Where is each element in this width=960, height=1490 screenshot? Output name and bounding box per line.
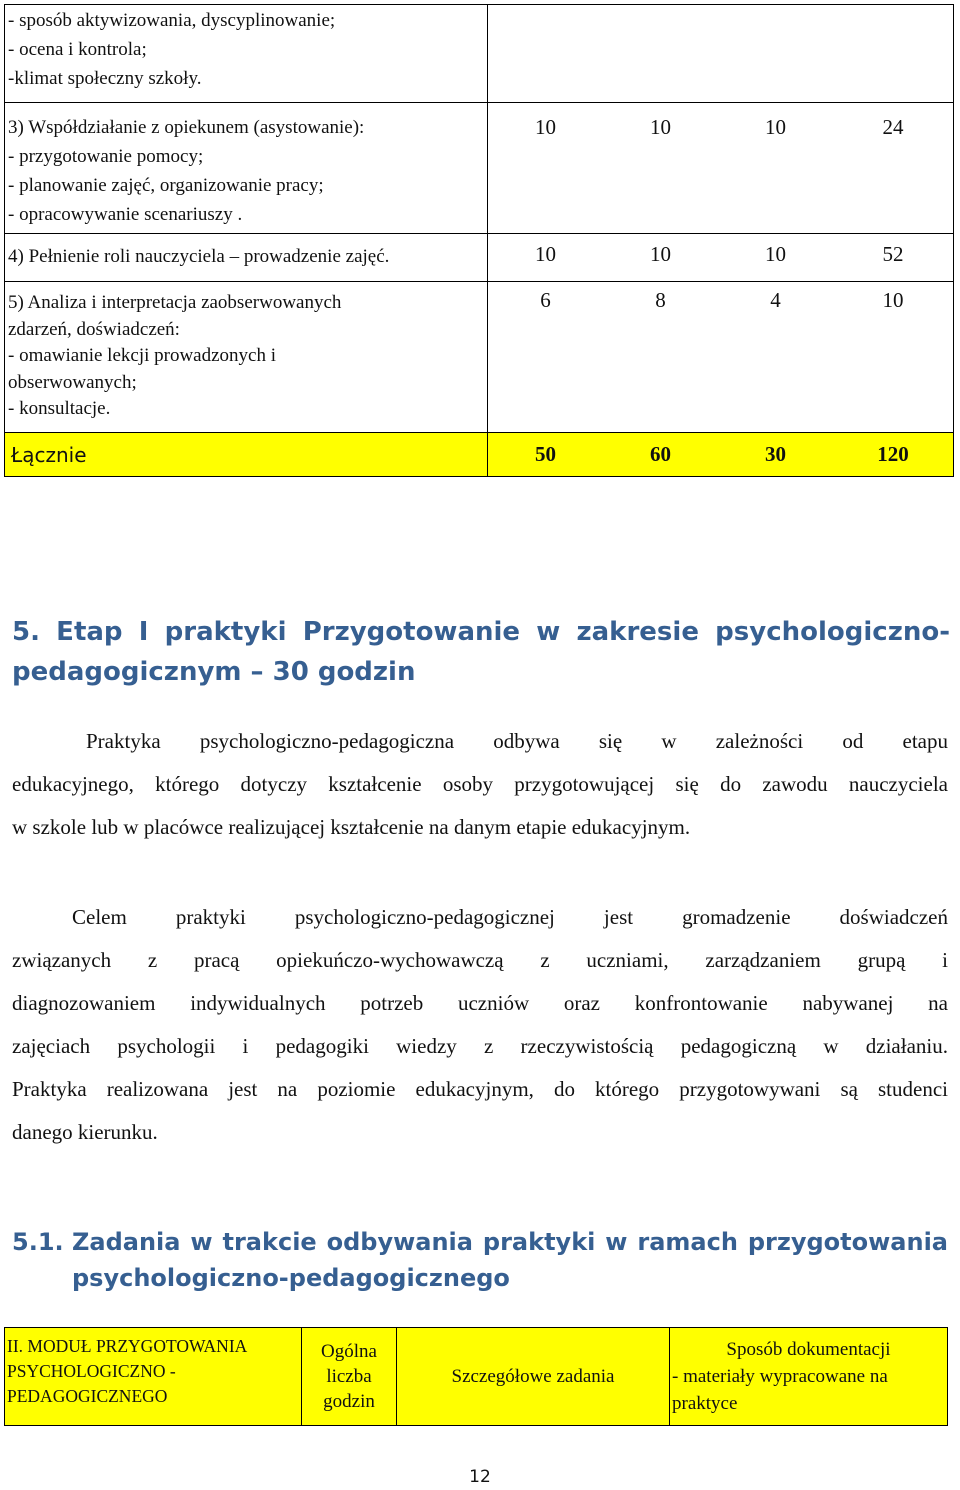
row-text-line: - konsultacje.: [8, 398, 111, 419]
value-cell: 24: [882, 115, 904, 139]
value-cell: 10: [535, 242, 556, 266]
module-name-cell: [5, 1328, 302, 1426]
row-values: [488, 282, 954, 433]
table-row: [5, 5, 954, 103]
table-row: [5, 103, 954, 234]
row-text-line: - omawianie lekcji prowadzonych i: [8, 345, 277, 366]
row-text-line: - sposób aktywizowania, dyscyplinowanie;: [8, 10, 336, 31]
subsection-heading-line: psychologiczno-pedagogicznego: [72, 1264, 510, 1292]
value-cell: 8: [655, 288, 666, 312]
row-values: [488, 234, 954, 282]
total-label: Łącznie: [5, 433, 488, 477]
total-value-cell: 50: [535, 442, 556, 466]
cell-line: PSYCHOLOGICZNO -: [7, 1361, 176, 1381]
section-heading-line: pedagogicznym – 30 godzin: [12, 657, 416, 687]
total-row: [5, 433, 954, 477]
subsection-number: 5.1.: [12, 1228, 64, 1256]
cell-line: Sposób dokumentacji: [726, 1339, 891, 1360]
row-values: [488, 103, 954, 234]
value-cell: 6: [540, 288, 551, 312]
total-value-cell: 120: [877, 442, 909, 466]
total-value-cell: 60: [650, 442, 671, 466]
row-description: [5, 103, 488, 234]
paragraph-line: związanych z pracą opiekuńczo-wychowawczą z uczniami, zarządzaniem grupą i: [12, 948, 948, 972]
cell-line: godzin: [323, 1391, 375, 1412]
paragraph-line: Praktyka psychologiczno-pedagogiczna odbywa się w zależności od etapu: [86, 729, 948, 753]
hours-table: [4, 4, 954, 477]
row-description: [5, 5, 488, 103]
subsection-heading-line: Zadania w trakcie odbywania praktyki w ramach przygotowania: [72, 1228, 948, 1256]
cell-line: PEDAGOGICZNEGO: [7, 1386, 168, 1406]
paragraph-line: danego kierunku.: [12, 1120, 158, 1144]
row-text-line: 3) Współdziałanie z opiekunem (asystowanie):: [8, 117, 365, 138]
row-values: [488, 5, 954, 103]
page-number: 12: [469, 1467, 491, 1487]
row-text-line: -klimat społeczny szkoły.: [8, 68, 202, 89]
paragraph-line: zajęciach psychologii i pedagogiki wiedzy z rzeczywistością pedagogiczną w działaniu.: [12, 1034, 948, 1058]
cell-line: Ogólna: [321, 1341, 377, 1362]
paragraph-line: w szkole lub w placówce realizującej kształcenie na danym etapie edukacyjnym.: [12, 815, 691, 839]
row-text-line: - planowanie zajęć, organizowanie pracy;: [8, 175, 324, 196]
value-cell: 10: [882, 288, 904, 312]
value-cell: 10: [765, 115, 786, 139]
cell-line: II. MODUŁ PRZYGOTOWANIA: [7, 1336, 248, 1356]
row-text-line: - opracowywanie scenariuszy .: [8, 204, 243, 225]
section-heading-line: 5. Etap I praktyki Przygotowanie w zakresie psychologiczno-: [12, 617, 950, 647]
value-cell: 10: [650, 115, 671, 139]
value-cell: 4: [770, 288, 781, 312]
subsection-heading: [12, 1224, 948, 1296]
row-text-line: - ocena i kontrola;: [8, 39, 147, 60]
paragraph-line: diagnozowaniem indywidualnych potrzeb uczniów oraz konfrontowanie nabywanej na: [12, 991, 948, 1015]
value-cell: 52: [882, 242, 904, 266]
paragraph-line: Celem praktyki psychologiczno-pedagogicznej jest gromadzenie doświadczeń: [72, 905, 948, 929]
table-row: [5, 234, 954, 282]
total-value-cell: 30: [765, 442, 786, 466]
paragraph: [12, 896, 948, 1154]
section-heading: [12, 612, 950, 692]
table-row: [5, 282, 954, 433]
row-text-line: - przygotowanie pomocy;: [8, 146, 204, 167]
module-table: [4, 1327, 948, 1426]
tasks-header-cell: Szczegółowe zadania: [397, 1328, 670, 1426]
paragraph-line: edukacyjnego, którego dotyczy kształcenie osoby przygotowującej się do zawodu nauczyciela: [12, 772, 948, 796]
row-description: [5, 282, 488, 433]
table-header-row: [5, 1328, 948, 1426]
total-values: [488, 433, 954, 477]
value-cell: 10: [650, 242, 671, 266]
value-cell: 10: [535, 115, 556, 139]
paragraph: [12, 720, 948, 849]
cell-line: liczba: [326, 1366, 372, 1387]
cell-line: - materiały wypracowane na: [672, 1366, 888, 1387]
row-text-line: zdarzeń, doświadczeń:: [8, 318, 180, 340]
value-cell: 10: [765, 242, 786, 266]
row-description: [5, 234, 488, 282]
row-text-line: 4) Pełnienie roli nauczyciela – prowadzenie zajęć.: [8, 246, 390, 267]
row-text-line: obserwowanych;: [8, 371, 137, 393]
documentation-header-cell: [670, 1328, 948, 1426]
hours-header-cell: [302, 1328, 397, 1426]
cell-line: praktyce: [672, 1393, 738, 1414]
paragraph-line: Praktyka realizowana jest na poziomie edukacyjnym, do którego przygotowywani są studenci: [12, 1077, 948, 1101]
row-text-line: 5) Analiza i interpretacja zaobserwowanych: [8, 292, 342, 313]
